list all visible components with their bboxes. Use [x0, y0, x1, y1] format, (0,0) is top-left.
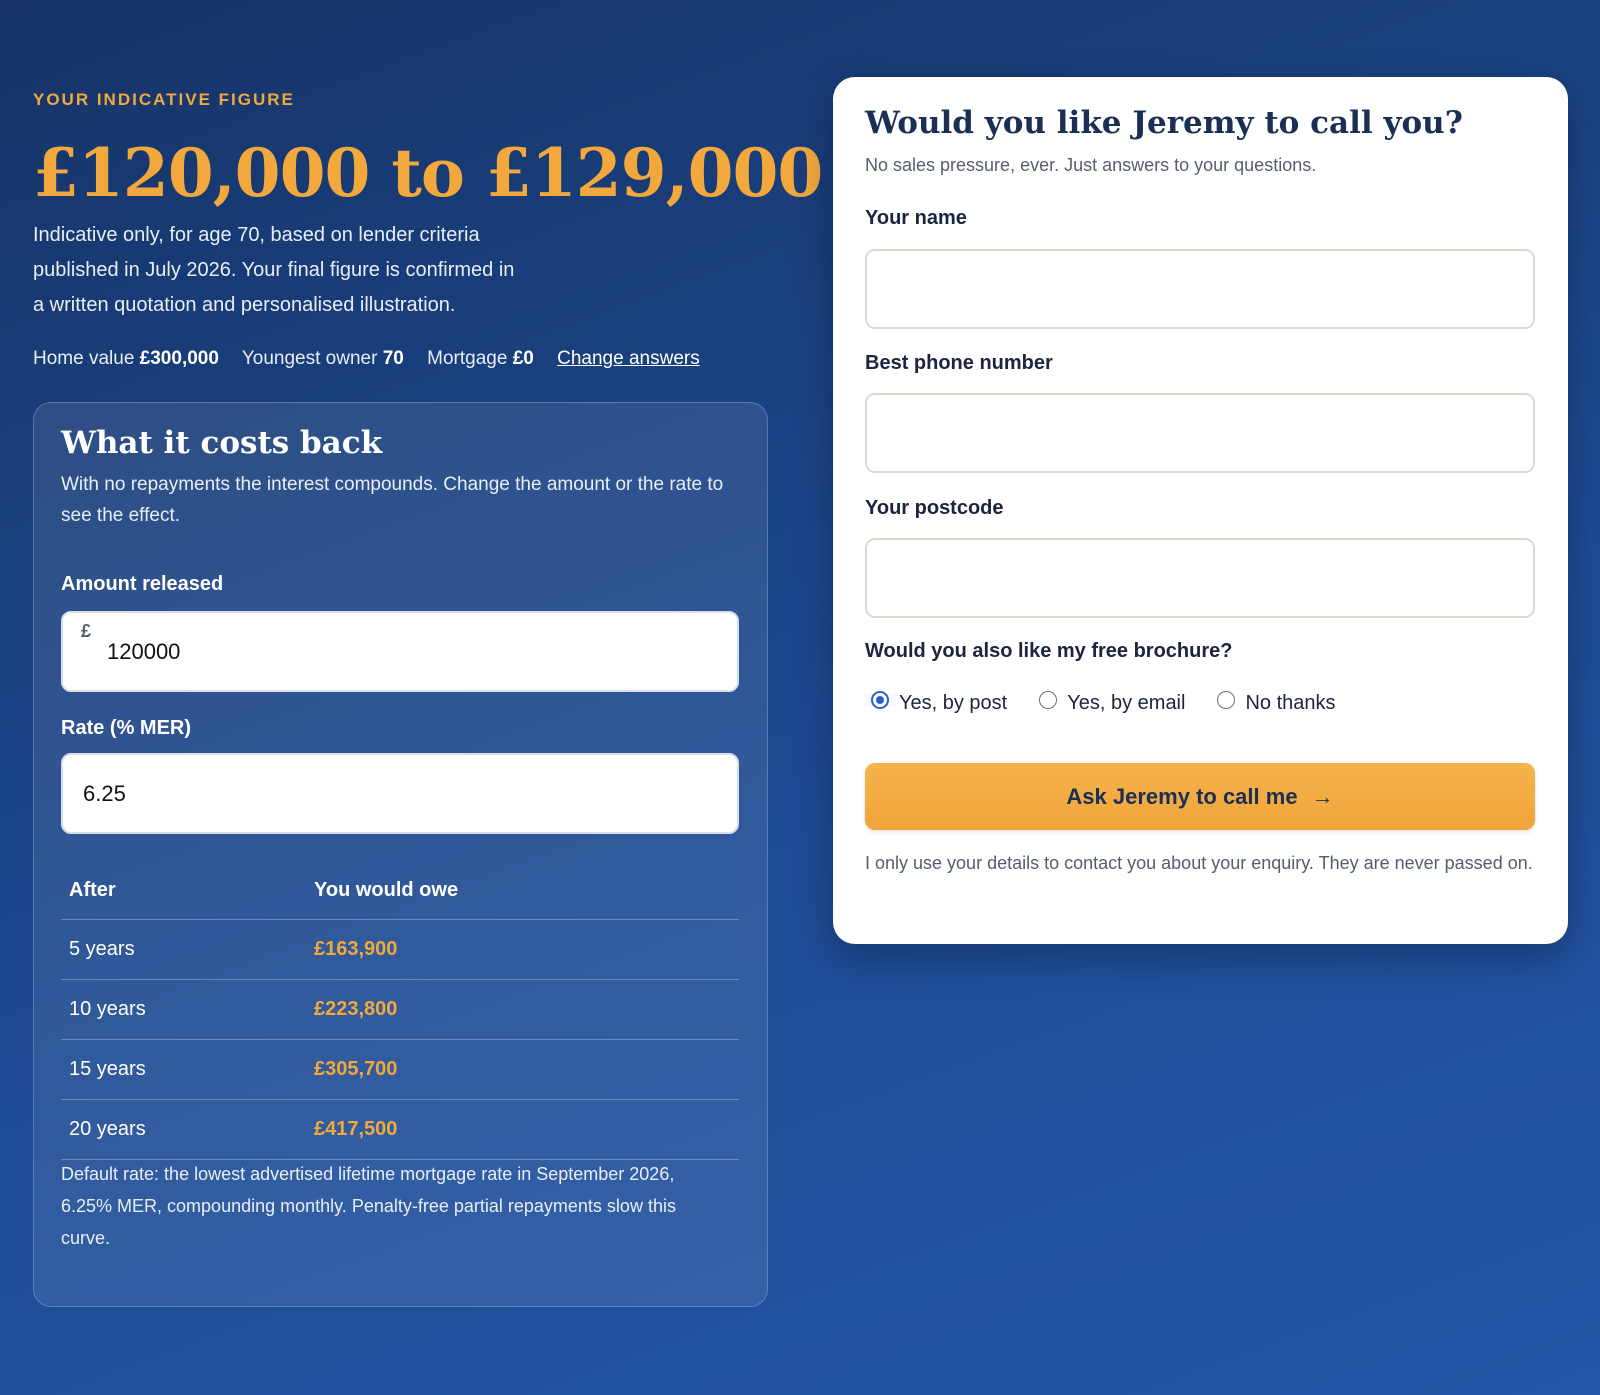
costs-subtitle: With no repayments the interest compounds. Change the amount or the rate to see the effect. [61, 474, 724, 526]
answers-summary [33, 348, 700, 370]
fact-youngest-owner: Youngest owner 70 [241, 348, 404, 369]
rate-footnote: Default rate: the lowest advertised lifetime mortgage rate in September 2026, 6.25% MER, compounding monthly. Penalty-free partial repayments slow this curve. [61, 1164, 676, 1248]
radio-unchecked-icon[interactable] [1217, 691, 1235, 709]
amount-label: Amount released [61, 573, 224, 595]
arrow-right-icon: → [1311, 783, 1334, 809]
radio-label: Yes, by email [1067, 692, 1186, 714]
name-input[interactable] [865, 249, 1535, 329]
row-period: 15 years [61, 1039, 306, 1099]
costs-title: What it costs back [61, 425, 383, 461]
brochure-options [871, 692, 1368, 715]
privacy-note: I only use your details to contact you about your enquiry. They are never passed on. [865, 853, 1533, 873]
fact-mortgage: Mortgage £0 [427, 348, 534, 369]
radio-label: No thanks [1245, 692, 1336, 714]
row-period: 20 years [61, 1099, 306, 1159]
form-title: Would you like Jeremy to call you? [865, 105, 1463, 141]
amount-field [61, 611, 739, 692]
header-owe: You would owe [306, 863, 739, 919]
costs-panel [33, 402, 768, 1307]
row-amount: £163,900 [306, 919, 739, 979]
name-label: Your name [865, 207, 967, 229]
radio-yes-post[interactable] [871, 692, 1007, 715]
disclaimer-text: Indicative only, for age 70, based on lender criteria published in July 2026. Your final figure is confirmed in a written quotation and personalised illustration. [33, 224, 515, 316]
eyebrow-label: YOUR INDICATIVE FIGURE [33, 90, 295, 109]
mortgage-value: £0 [512, 348, 534, 369]
indicative-figure: £120,000 to £129,000 [33, 134, 823, 212]
table-row [61, 1099, 739, 1159]
postcode-label: Your postcode [865, 497, 1004, 519]
row-period: 10 years [61, 979, 306, 1039]
table-row [61, 919, 739, 979]
submit-label: Ask Jeremy to call me [1066, 783, 1298, 809]
header-after: After [61, 863, 306, 919]
change-answers-link[interactable]: Change answers [557, 348, 700, 369]
rate-field [61, 753, 739, 834]
youngest-owner-age: 70 [382, 348, 404, 369]
radio-unchecked-icon[interactable] [1039, 691, 1057, 709]
postcode-input[interactable] [865, 538, 1535, 618]
table-header-row [61, 863, 739, 919]
phone-input[interactable] [865, 393, 1535, 473]
radio-checked-icon[interactable] [871, 691, 889, 709]
radio-no-thanks[interactable] [1217, 692, 1335, 715]
brochure-label: Would you also like my free brochure? [865, 640, 1233, 662]
form-subtitle: No sales pressure, ever. Just answers to your questions. [865, 155, 1317, 175]
row-amount: £223,800 [306, 979, 739, 1039]
home-value: £300,000 [139, 348, 219, 369]
amount-input[interactable] [63, 613, 737, 690]
radio-yes-email[interactable] [1039, 692, 1185, 715]
callback-form-card [833, 77, 1568, 944]
row-period: 5 years [61, 919, 306, 979]
table-row [61, 1039, 739, 1099]
owe-table [61, 863, 739, 1160]
ask-jeremy-button[interactable] [865, 763, 1535, 830]
radio-label: Yes, by post [899, 692, 1008, 714]
row-amount: £417,500 [306, 1099, 739, 1159]
rate-input[interactable] [63, 755, 737, 832]
row-amount: £305,700 [306, 1039, 739, 1099]
fact-home-value: Home value £300,000 [33, 348, 219, 369]
phone-label: Best phone number [865, 352, 1053, 374]
pound-prefix: £ [81, 621, 92, 641]
table-row [61, 979, 739, 1039]
rate-label: Rate (% MER) [61, 717, 192, 739]
